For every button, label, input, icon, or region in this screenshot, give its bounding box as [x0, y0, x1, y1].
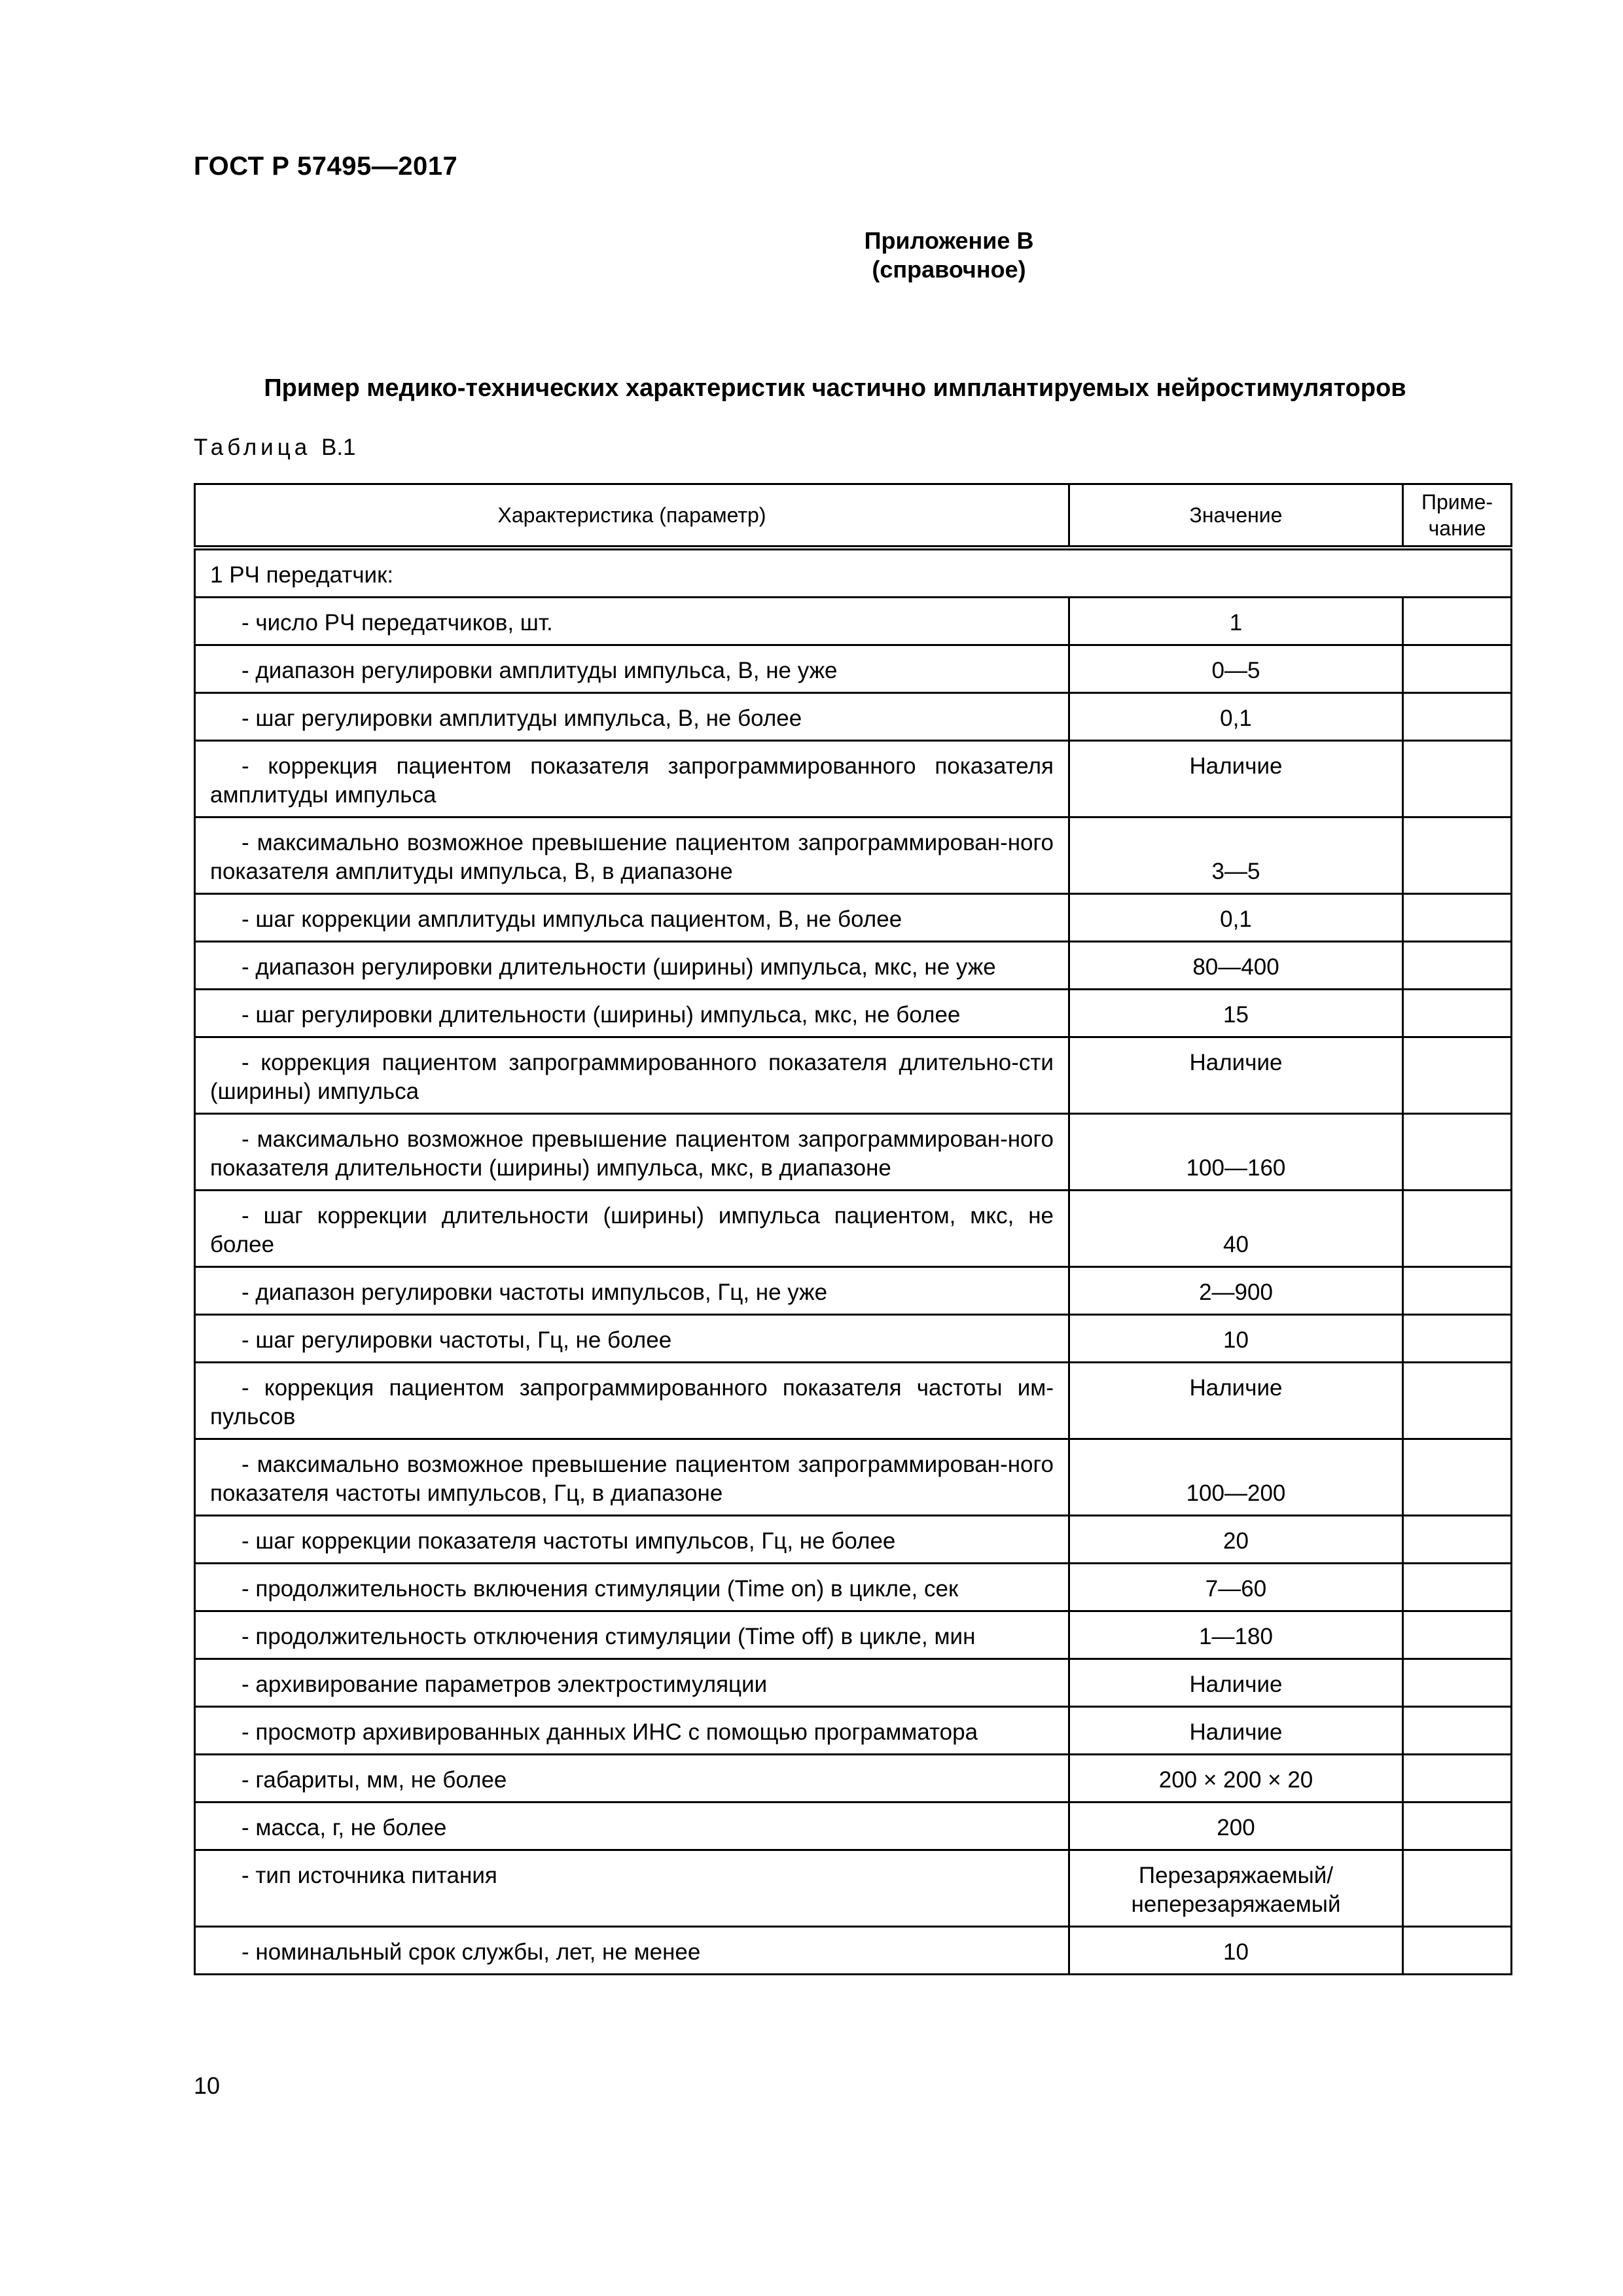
row-parameter: - диапазон регулировки частоты импульсов, Гц, не уже	[195, 1267, 1069, 1315]
row-parameter: - максимально возможное превышение пациентом запрограммирован-ного показателя длительности (ширины) импульса, мкс, в диапазоне	[195, 1114, 1069, 1191]
row-parameter: - максимально возможное превышение пациентом запрограммирован-ного показателя частоты импульсов, Гц, в диапазоне	[195, 1439, 1069, 1516]
row-note	[1403, 1611, 1512, 1659]
row-parameter: - шаг регулировки длительности (ширины) импульса, мкс, не более	[195, 990, 1069, 1037]
row-note	[1403, 693, 1512, 741]
page-number: 10	[194, 2072, 221, 2099]
appendix-title: Приложение В	[864, 227, 1034, 254]
appendix-heading	[0, 226, 1623, 284]
table-row	[195, 1191, 1512, 1267]
table-row	[195, 1267, 1512, 1315]
table-row	[195, 1659, 1512, 1707]
table-row	[195, 1439, 1512, 1516]
row-parameter: - номинальный срок службы, лет, не менее	[195, 1927, 1069, 1975]
row-value: Перезаряжаемый/ неперезаряжаемый	[1069, 1850, 1403, 1927]
row-value: 3—5	[1069, 817, 1403, 894]
table-row	[195, 1564, 1512, 1611]
row-note	[1403, 1439, 1512, 1516]
header-value: Значение	[1069, 484, 1403, 548]
row-value: 1	[1069, 598, 1403, 645]
row-note	[1403, 1564, 1512, 1611]
row-parameter: - коррекция пациентом запрограммированного показателя длительно-сти (ширины) импульса	[195, 1037, 1069, 1114]
row-note	[1403, 1037, 1512, 1114]
row-note	[1403, 1267, 1512, 1315]
table-row	[195, 1755, 1512, 1803]
row-value: Наличие	[1069, 1363, 1403, 1439]
table-row	[195, 1516, 1512, 1564]
row-parameter: - шаг коррекции длительности (ширины) импульса пациентом, мкс, не более	[195, 1191, 1069, 1267]
row-parameter: - шаг регулировки частоты, Гц, не более	[195, 1315, 1069, 1363]
row-parameter: - шаг коррекции показателя частоты импульсов, Гц, не более	[195, 1516, 1069, 1564]
table-row	[195, 1803, 1512, 1850]
table-row	[195, 1315, 1512, 1363]
table-row	[195, 1850, 1512, 1927]
row-value: 0,1	[1069, 894, 1403, 942]
row-note	[1403, 1755, 1512, 1803]
table-row	[195, 598, 1512, 645]
table-row	[195, 1611, 1512, 1659]
table-caption	[194, 435, 356, 461]
row-value: Наличие	[1069, 741, 1403, 817]
row-value: 0,1	[1069, 693, 1403, 741]
row-note	[1403, 1707, 1512, 1755]
row-note	[1403, 1315, 1512, 1363]
row-parameter: - шаг регулировки амплитуды импульса, В, не более	[195, 693, 1069, 741]
row-note	[1403, 1516, 1512, 1564]
table-row	[195, 1037, 1512, 1114]
row-note	[1403, 942, 1512, 990]
row-value: 200	[1069, 1803, 1403, 1850]
row-parameter: - коррекция пациентом показателя запрограммированного показателя амплитуды импульса	[195, 741, 1069, 817]
row-note	[1403, 1850, 1512, 1927]
appendix-kind: (справочное)	[872, 256, 1026, 283]
row-value: 200 × 200 × 20	[1069, 1755, 1403, 1803]
row-parameter: - продолжительность включения стимуляции (Time on) в цикле, сек	[195, 1564, 1069, 1611]
row-note	[1403, 645, 1512, 693]
table-header-row	[195, 484, 1512, 548]
table-row	[195, 894, 1512, 942]
row-value: 1—180	[1069, 1611, 1403, 1659]
table-row	[195, 693, 1512, 741]
row-note	[1403, 894, 1512, 942]
table-row	[195, 1363, 1512, 1439]
row-value: 10	[1069, 1315, 1403, 1363]
header-note: Приме- чание	[1403, 484, 1512, 548]
row-value: 10	[1069, 1927, 1403, 1975]
table-row	[195, 1114, 1512, 1191]
row-value: Наличие	[1069, 1707, 1403, 1755]
row-parameter: - масса, г, не более	[195, 1803, 1069, 1850]
table-caption-number: В.1	[321, 435, 356, 460]
row-value: 0—5	[1069, 645, 1403, 693]
row-parameter: - диапазон регулировки амплитуды импульса, В, не уже	[195, 645, 1069, 693]
group-label: 1 РЧ передатчик:	[195, 548, 1512, 598]
table-row	[195, 817, 1512, 894]
table-caption-label: Таблица	[194, 435, 312, 460]
row-note	[1403, 1363, 1512, 1439]
row-note	[1403, 1114, 1512, 1191]
table-row	[195, 741, 1512, 817]
document-standard-code: ГОСТ Р 57495—2017	[194, 152, 458, 181]
row-note	[1403, 1659, 1512, 1707]
row-parameter: - тип источника питания	[195, 1850, 1069, 1927]
row-value: 15	[1069, 990, 1403, 1037]
row-note	[1403, 1191, 1512, 1267]
specifications-table	[194, 483, 1512, 1975]
row-note	[1403, 741, 1512, 817]
row-parameter: - диапазон регулировки длительности (ширины) импульса, мкс, не уже	[195, 942, 1069, 990]
table-row	[195, 990, 1512, 1037]
row-parameter: - максимально возможное превышение пациентом запрограммирован-ного показателя амплитуды импульса, В, в диапазоне	[195, 817, 1069, 894]
row-note	[1403, 817, 1512, 894]
row-value: 7—60	[1069, 1564, 1403, 1611]
row-value: Наличие	[1069, 1659, 1403, 1707]
row-value: 80—400	[1069, 942, 1403, 990]
row-value: 100—200	[1069, 1439, 1403, 1516]
group-row	[195, 548, 1512, 598]
row-parameter: - коррекция пациентом запрограммированного показателя частоты им-пульсов	[195, 1363, 1069, 1439]
row-parameter: - просмотр архивированных данных ИНС с помощью программатора	[195, 1707, 1069, 1755]
row-parameter: - архивирование параметров электростимуляции	[195, 1659, 1069, 1707]
row-note	[1403, 990, 1512, 1037]
table-row	[195, 942, 1512, 990]
row-value: 40	[1069, 1191, 1403, 1267]
row-parameter: - продолжительность отключения стимуляции (Time off) в цикле, мин	[195, 1611, 1069, 1659]
row-parameter: - число РЧ передатчиков, шт.	[195, 598, 1069, 645]
row-value: Наличие	[1069, 1037, 1403, 1114]
table-row	[195, 645, 1512, 693]
row-note	[1403, 1927, 1512, 1975]
row-value: 2—900	[1069, 1267, 1403, 1315]
row-parameter: - габариты, мм, не более	[195, 1755, 1069, 1803]
row-value: 100—160	[1069, 1114, 1403, 1191]
row-note	[1403, 598, 1512, 645]
row-parameter: - шаг коррекции амплитуды импульса пациентом, В, не более	[195, 894, 1069, 942]
row-note	[1403, 1803, 1512, 1850]
row-value: 20	[1069, 1516, 1403, 1564]
table-row	[195, 1707, 1512, 1755]
section-title: Пример медико-технических характеристик частично имплантируемых нейростимуляторов	[264, 374, 1406, 402]
table-row	[195, 1927, 1512, 1975]
header-param: Характеристика (параметр)	[195, 484, 1069, 548]
